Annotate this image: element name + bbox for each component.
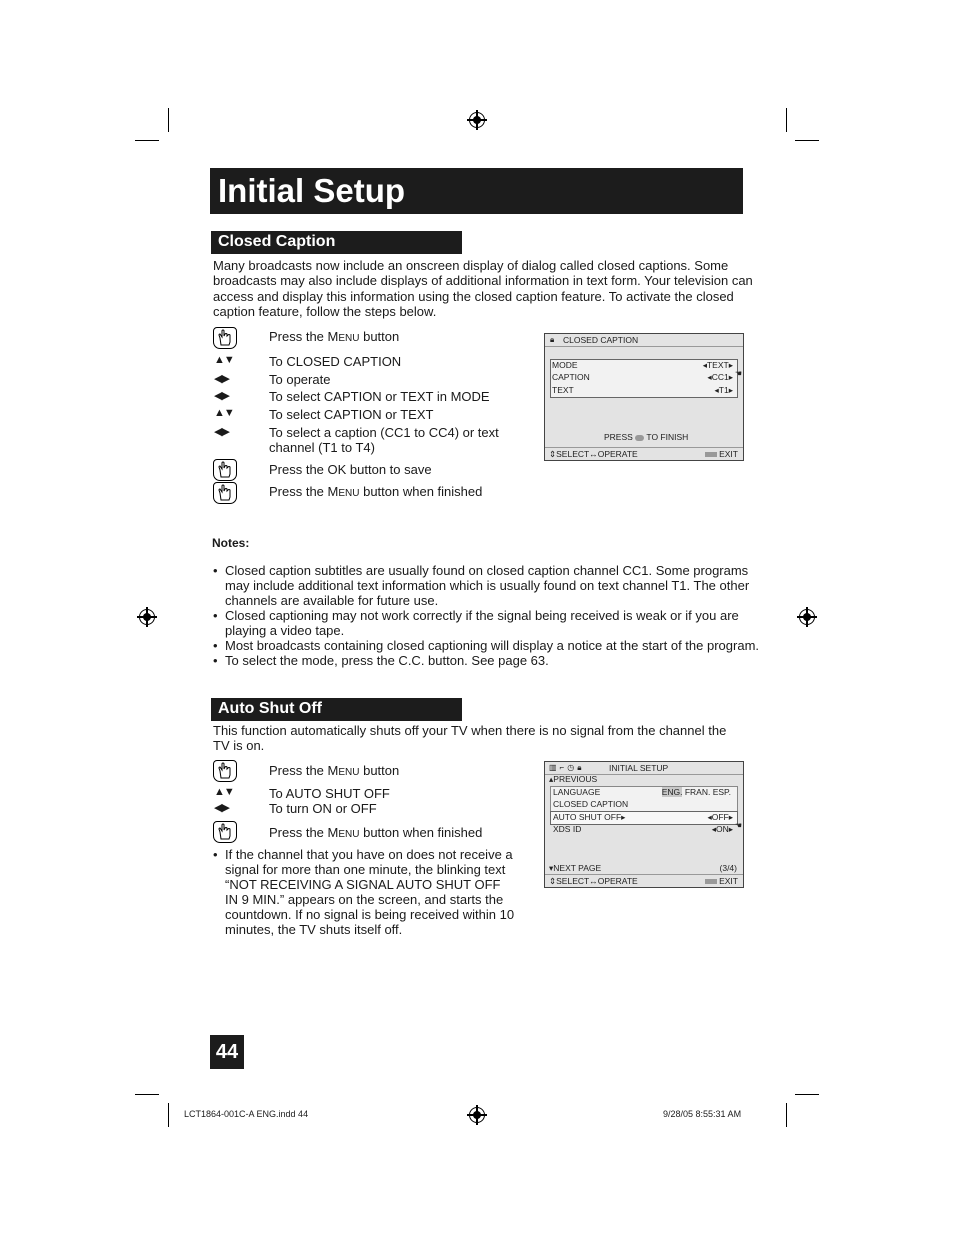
osd-page-indicator: (3/4): [719, 863, 737, 873]
footer-date: 9/28/05 8:55:31 AM: [663, 1109, 742, 1119]
osd-option: FRAN.: [684, 787, 711, 797]
osd-text: OPERATE: [597, 449, 638, 459]
ok-key-icon: [635, 435, 644, 441]
osd-row-value: ◂CC1▸: [707, 372, 733, 382]
osd-text: OPERATE: [597, 876, 638, 886]
step-select-caption: [269, 425, 499, 455]
step-press-menu-finished: [269, 484, 482, 501]
left-right-arrow-icon: ◀▶: [214, 373, 229, 385]
osd-row-label: XDS ID: [553, 824, 582, 834]
note-line: minutes, the TV shuts itself off.: [225, 922, 403, 937]
up-down-arrow-icon: ▲▼: [214, 786, 234, 798]
note-line: playing a video tape.: [225, 623, 345, 638]
osd-row-value: ◂OFF▸: [707, 812, 733, 822]
note-line: Most broadcasts containing closed captioning will display a notice at the start of the program.: [225, 638, 760, 653]
note-line: may include additional text information which is usually found on text channel T1. The other: [225, 578, 750, 593]
note-line: If the channel that you have on does not receive a: [225, 847, 513, 862]
osd-press-finish: [604, 431, 688, 443]
closed-caption-intro: [213, 258, 753, 319]
step-turn-on-off: To turn ON or OFF: [269, 801, 377, 816]
intro-line: caption feature, follow the steps below.: [213, 303, 437, 319]
initial-setup-osd: [544, 761, 744, 888]
osd-footer-exit: [705, 876, 738, 886]
up-down-arrow-icon: ▲▼: [214, 407, 234, 419]
lock-icon: 🔒︎: [550, 335, 555, 344]
osd-row-label: AUTO SHUT OFF▸: [553, 812, 626, 822]
page-title: Initial Setup: [218, 172, 406, 209]
step-text: Press the M: [269, 484, 339, 499]
crop-mark: [786, 108, 787, 132]
left-right-arrow-icon: ◀▶: [214, 390, 229, 402]
step-text: channel (T1 to T4): [269, 440, 375, 455]
intro-line: access and display this information using the closed caption feature. To activate the closed: [213, 288, 734, 304]
step-to-auto-shut-off: To AUTO SHUT OFF: [269, 786, 390, 801]
osd-value-text: TEXT: [706, 360, 729, 370]
osd-text: EXIT: [719, 876, 738, 886]
step-press-menu: [269, 763, 399, 780]
step-text: To select a caption (CC1 to CC4) or text: [269, 425, 499, 440]
registration-mark-icon: [469, 1107, 485, 1123]
step-select-caption-text: To select CAPTION or TEXT: [269, 407, 434, 422]
osd-previous: ▴PREVIOUS: [549, 774, 598, 784]
intro-line: TV is on.: [213, 738, 265, 754]
registration-mark-icon: [139, 609, 155, 625]
osd-language-options: [662, 786, 731, 798]
menu-key-icon: [705, 879, 717, 884]
crop-mark: [168, 1103, 169, 1127]
notes-heading: Notes:: [212, 536, 250, 550]
step-text-smallcaps: ENU: [338, 829, 360, 840]
osd-footer-select: ⇕SELECT↔OPERATE: [549, 876, 638, 886]
osd-text: SELECT: [556, 449, 590, 459]
step-text: button: [359, 329, 400, 344]
step-select-mode: To select CAPTION or TEXT in MODE: [269, 389, 490, 404]
step-text: button: [359, 763, 400, 778]
step-text: button when finished: [359, 825, 483, 840]
osd-title: CLOSED CAPTION: [563, 335, 639, 345]
osd-value-text: CC1: [711, 372, 729, 382]
section-header-closed-caption: [211, 231, 462, 254]
step-press-menu-finished: [269, 825, 482, 842]
osd-row-value: ◂T1▸: [714, 385, 733, 395]
osd-option: ESP.: [712, 787, 731, 797]
osd-footer-select: ⇕SELECT↔OPERATE: [549, 449, 638, 459]
osd-next-page: ▾NEXT PAGE: [549, 863, 602, 873]
closed-caption-osd: [544, 333, 744, 461]
step-text-smallcaps: ENU: [338, 333, 360, 344]
step-to-closed-caption: To CLOSED CAPTION: [269, 354, 402, 369]
setup-tab-icons: ▥⌐◷🔒︎: [549, 763, 585, 772]
osd-value-text: ON: [715, 824, 729, 834]
up-down-arrow-icon: ▲▼: [214, 354, 234, 366]
menu-button-hand-icon: [213, 482, 237, 504]
osd-row-label: MODE: [552, 360, 578, 370]
osd-text: EXIT: [719, 449, 738, 459]
page-number: 44: [210, 1035, 244, 1069]
step-text: Press the M: [269, 825, 339, 840]
note-line: Closed captioning may not work correctly if the signal being received is weak or if you are: [225, 608, 739, 623]
osd-text: PREVIOUS: [553, 774, 598, 784]
step-to-operate: To operate: [269, 372, 331, 387]
osd-text: NEXT PAGE: [553, 863, 602, 873]
section-title: Auto Shut Off: [218, 700, 322, 717]
registration-mark-icon: [469, 112, 485, 128]
intro-line: This function automatically shuts off your TV when there is no signal from the channel the: [213, 723, 727, 738]
osd-option-selected: ENG.: [661, 787, 683, 797]
crop-mark: [135, 140, 159, 141]
page-title-bar: [210, 168, 743, 214]
section-title: Closed Caption: [218, 233, 336, 250]
osd-footer: [545, 874, 743, 887]
step-press-menu: [269, 329, 399, 346]
osd-title: INITIAL SETUP: [609, 763, 669, 773]
note-line: “NOT RECEIVING A SIGNAL AUTO SHUT OFF: [225, 877, 501, 892]
osd-header: [545, 334, 743, 347]
crop-mark: [135, 1094, 159, 1095]
step-text: Press the M: [269, 329, 339, 344]
note-line: signal for more than one minute, the blinking text: [225, 862, 506, 877]
menu-button-hand-icon: [213, 327, 237, 349]
cursor-hand-icon: ☚: [734, 369, 742, 378]
osd-row-label: CAPTION: [552, 372, 590, 382]
osd-value-text: T1: [718, 385, 729, 395]
osd-footer-exit: [705, 449, 738, 459]
osd-row-label: TEXT: [552, 385, 574, 395]
osd-footer: [545, 447, 743, 460]
cursor-hand-icon: ☚: [734, 821, 742, 830]
osd-row-value: ◂TEXT▸: [702, 360, 733, 370]
step-press-ok: Press the OK button to save: [269, 462, 432, 477]
menu-button-hand-icon: [213, 821, 237, 843]
crop-mark: [795, 140, 819, 141]
note-line: Closed caption subtitles are usually found on closed caption channel CC1. Some programs: [225, 563, 749, 578]
note-line: To select the mode, press the C.C. button. See page 63.: [225, 653, 549, 668]
step-text-smallcaps: ENU: [338, 488, 360, 499]
menu-key-icon: [705, 452, 717, 457]
crop-mark: [795, 1094, 819, 1095]
step-text-smallcaps: ENU: [338, 767, 360, 778]
crop-mark: [786, 1103, 787, 1127]
section-header-auto-shut-off: [211, 698, 462, 721]
ok-button-hand-icon: [213, 459, 237, 481]
step-text: button when finished: [359, 484, 483, 499]
note-line: countdown. If no signal is being received within 10: [225, 907, 515, 922]
osd-row-label: LANGUAGE: [553, 787, 601, 797]
osd-row-label: CLOSED CAPTION: [553, 799, 629, 809]
osd-text: AUTO SHUT OFF: [553, 812, 622, 822]
footer-file-name: LCT1864-001C-A ENG.indd 44: [184, 1109, 309, 1119]
auto-shut-off-intro: [213, 723, 726, 754]
note-line: IN 9 MIN.” appears on the screen, and starts the: [225, 892, 504, 907]
intro-line: Many broadcasts now include an onscreen display of dialog called closed captions. Some: [213, 258, 729, 273]
left-right-arrow-icon: ◀▶: [214, 426, 229, 438]
note-line: channels are available for future use.: [225, 593, 439, 608]
crop-mark: [168, 108, 169, 132]
left-right-arrow-icon: ◀▶: [214, 802, 229, 814]
osd-row-value: ◂ON▸: [711, 824, 733, 834]
menu-button-hand-icon: [213, 760, 237, 782]
step-text: Press the M: [269, 763, 339, 778]
osd-text: PRESS: [604, 432, 633, 442]
osd-value-text: OFF: [711, 812, 729, 822]
osd-text: SELECT: [556, 876, 590, 886]
intro-line: broadcasts may also include displays of additional information in text form. Your television can: [213, 273, 753, 289]
osd-text: TO FINISH: [646, 432, 689, 442]
registration-mark-icon: [799, 609, 815, 625]
